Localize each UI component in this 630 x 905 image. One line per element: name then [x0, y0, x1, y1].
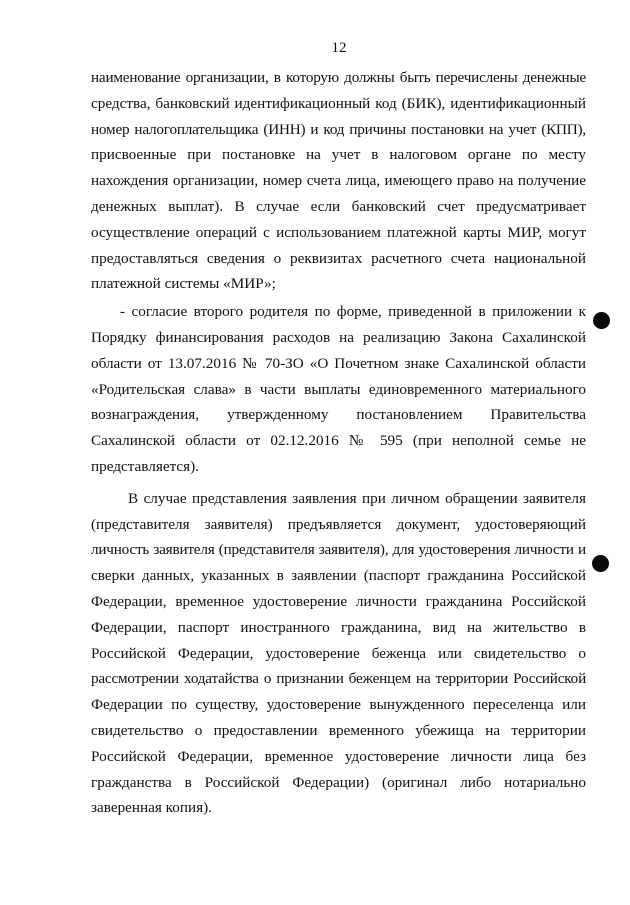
text-line: Порядку финансирования расходов на реализацию Закона Сахалинской	[91, 328, 586, 346]
text-line: осуществление операций с использованием платежной карты МИР, могут	[91, 223, 586, 241]
text-line: нахождения организации, номер счета лица, имеющего право на получение	[91, 172, 586, 190]
paragraph-identity-documents	[91, 486, 586, 821]
text-line: Федерации по существу, удостоверение вынужденного переселенца или	[91, 696, 586, 714]
text-line: Сахалинской области от 02.12.2016 № 595 (при неполной семье не	[91, 432, 586, 450]
text-line: платежной системы «МИР»;	[91, 275, 276, 293]
text-line: средства, банковский идентификационный код (БИК), идентификационный	[91, 94, 586, 112]
text-line: (представителя заявителя) предъявляется документ, удостоверяющий	[91, 515, 586, 533]
text-line: свидетельство о предоставлении временного убежища на территории	[91, 721, 586, 739]
text-line: гражданства в Российской Федерации) (оригинал либо нотариально	[91, 773, 586, 791]
text-line: представляется).	[91, 457, 199, 475]
text-line: - согласие второго родителя по форме, приведенной в приложении к	[120, 303, 586, 321]
page-number: 12	[331, 40, 347, 56]
text-line: денежных выплат). В случае если банковский счет предусматривает	[91, 197, 586, 215]
text-line: сверки данных, указанных в заявлении (паспорт гражданина Российской	[91, 567, 586, 585]
punch-hole-mark	[593, 312, 610, 329]
text-line: Российской Федерации, удостоверение беженца или свидетельство о	[91, 644, 586, 662]
text-line: В случае представления заявления при личном обращении заявителя	[128, 489, 586, 507]
text-line: личность заявителя (представителя заявителя), для удостоверения личности и	[91, 541, 586, 559]
document-body	[91, 65, 586, 821]
text-line: «Родительская слава» в части выплаты единовременного материального	[91, 380, 586, 398]
text-line: присвоенные при постановке на учет в налоговом органе по месту	[91, 146, 586, 164]
text-line: Федерации, паспорт иностранного гражданина, вид на жительство в	[91, 618, 586, 636]
paragraph-second-parent-consent	[91, 299, 586, 480]
paragraph-bank-details	[91, 65, 586, 297]
text-line: рассмотрении ходатайства о признании беженцем на территории Российской	[91, 670, 586, 688]
text-line: заверенная копия).	[91, 799, 212, 817]
text-line: вознаграждения, утвержденному постановлением Правительства	[91, 406, 586, 424]
text-line: Федерации, временное удостоверение личности гражданина Российской	[91, 592, 586, 610]
text-line: номер налогоплательщика (ИНН) и код причины постановки на учет (КПП),	[91, 120, 586, 138]
text-line: области от 13.07.2016 № 70-ЗО «О Почетном знаке Сахалинской области	[91, 354, 586, 372]
text-line: Российской Федерации, временное удостоверение личности лица без	[91, 747, 586, 765]
text-line: предоставляться сведения о реквизитах расчетного счета национальной	[91, 249, 586, 267]
punch-hole-mark	[592, 555, 609, 572]
text-line: наименование организации, в которую должны быть перечислены денежные	[91, 69, 586, 86]
